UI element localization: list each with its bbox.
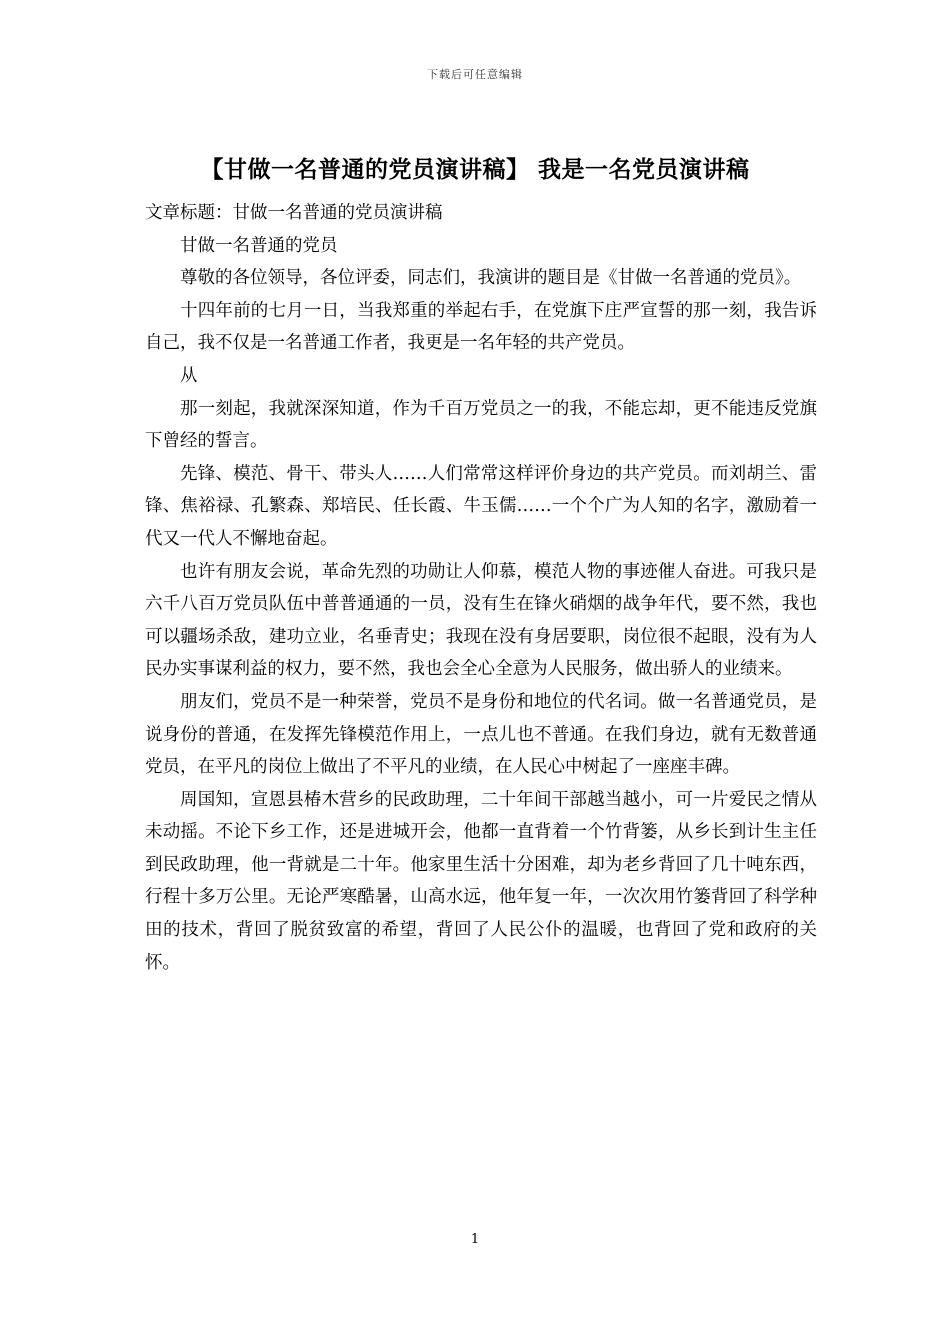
paragraph: 从 <box>180 365 198 386</box>
paragraph: 十四年前的七月一日，当我郑重的举起右手，在党旗下庄严宣誓的那一刻，我告诉自己，我不仅是一名普通工作者，我更是一名年轻的共产党员。 <box>145 300 817 354</box>
document-body <box>145 197 817 979</box>
paragraph: 那一刻起，我就深深知道，作为千百万党员之一的我，不能忘却，更不能违反党旗下曾经的誓言。 <box>145 398 817 452</box>
document-title: 【甘做一名普通的党员演讲稿】 我是一名党员演讲稿 <box>200 156 750 183</box>
article-title-label: 文章标题：甘做一名普通的党员演讲稿 <box>145 203 443 223</box>
paragraph: 也许有朋友会说，革命先烈的功勋让人仰慕，模范人物的事迹催人奋进。可我只是六千八百万党员队伍中普普通通的一员，没有生在锋火硝烟的战争年代，要不然，我也可以疆场杀敌，建功立业，名垂青史；我现在没有身居要职，岗位很不起眼，没有为人民办实事谋利益的权力，要不然，我也会全心全意为人民服务，做出骄人的业绩来。 <box>145 561 817 680</box>
paragraph: 朋友们，党员不是一种荣誉，党员不是身份和地位的代名词。做一名普通党员，是说身份的普通，在发挥先锋模范作用上，一点儿也不普通。在我们身边，就有无数普通党员，在平凡的岗位上做出了不平凡的业绩，在人民心中树起了一座座丰碑。 <box>145 691 817 778</box>
page-header-note: 下载后可任意编辑 <box>427 68 523 81</box>
paragraph-subtitle: 甘做一名普通的党员 <box>180 235 338 256</box>
paragraph: 周国知，宣恩县椿木营乡的民政助理，二十年间干部越当越小，可一片爱民之情从未动摇。不论下乡工作，还是进城开会，他都一直背着一个竹背篓，从乡长到计生主任到民政助理，他一背就是二十年。他家里生活十分困难，却为老乡背回了几十吨东西，行程十多万公里。无论严寒酷暑，山高水远，他年复一年，一次次用竹篓背回了科学种田的技术，背回了脱贫致富的希望，背回了人民公仆的温暖，也背回了党和政府的关怀。 <box>145 789 817 973</box>
paragraph: 先锋、模范、骨干、带头人……人们常常这样评价身边的共产党员。而刘胡兰、雷锋、焦裕禄、孔繁森、郑培民、任长霞、牛玉儒……一个个广为人知的名字，激励着一代又一代人不懈地奋起。 <box>145 463 817 549</box>
page-number: 1 <box>470 1232 480 1247</box>
paragraph: 尊敬的各位领导，各位评委，同志们，我演讲的题目是《甘做一名普通的党员》。 <box>180 268 802 289</box>
